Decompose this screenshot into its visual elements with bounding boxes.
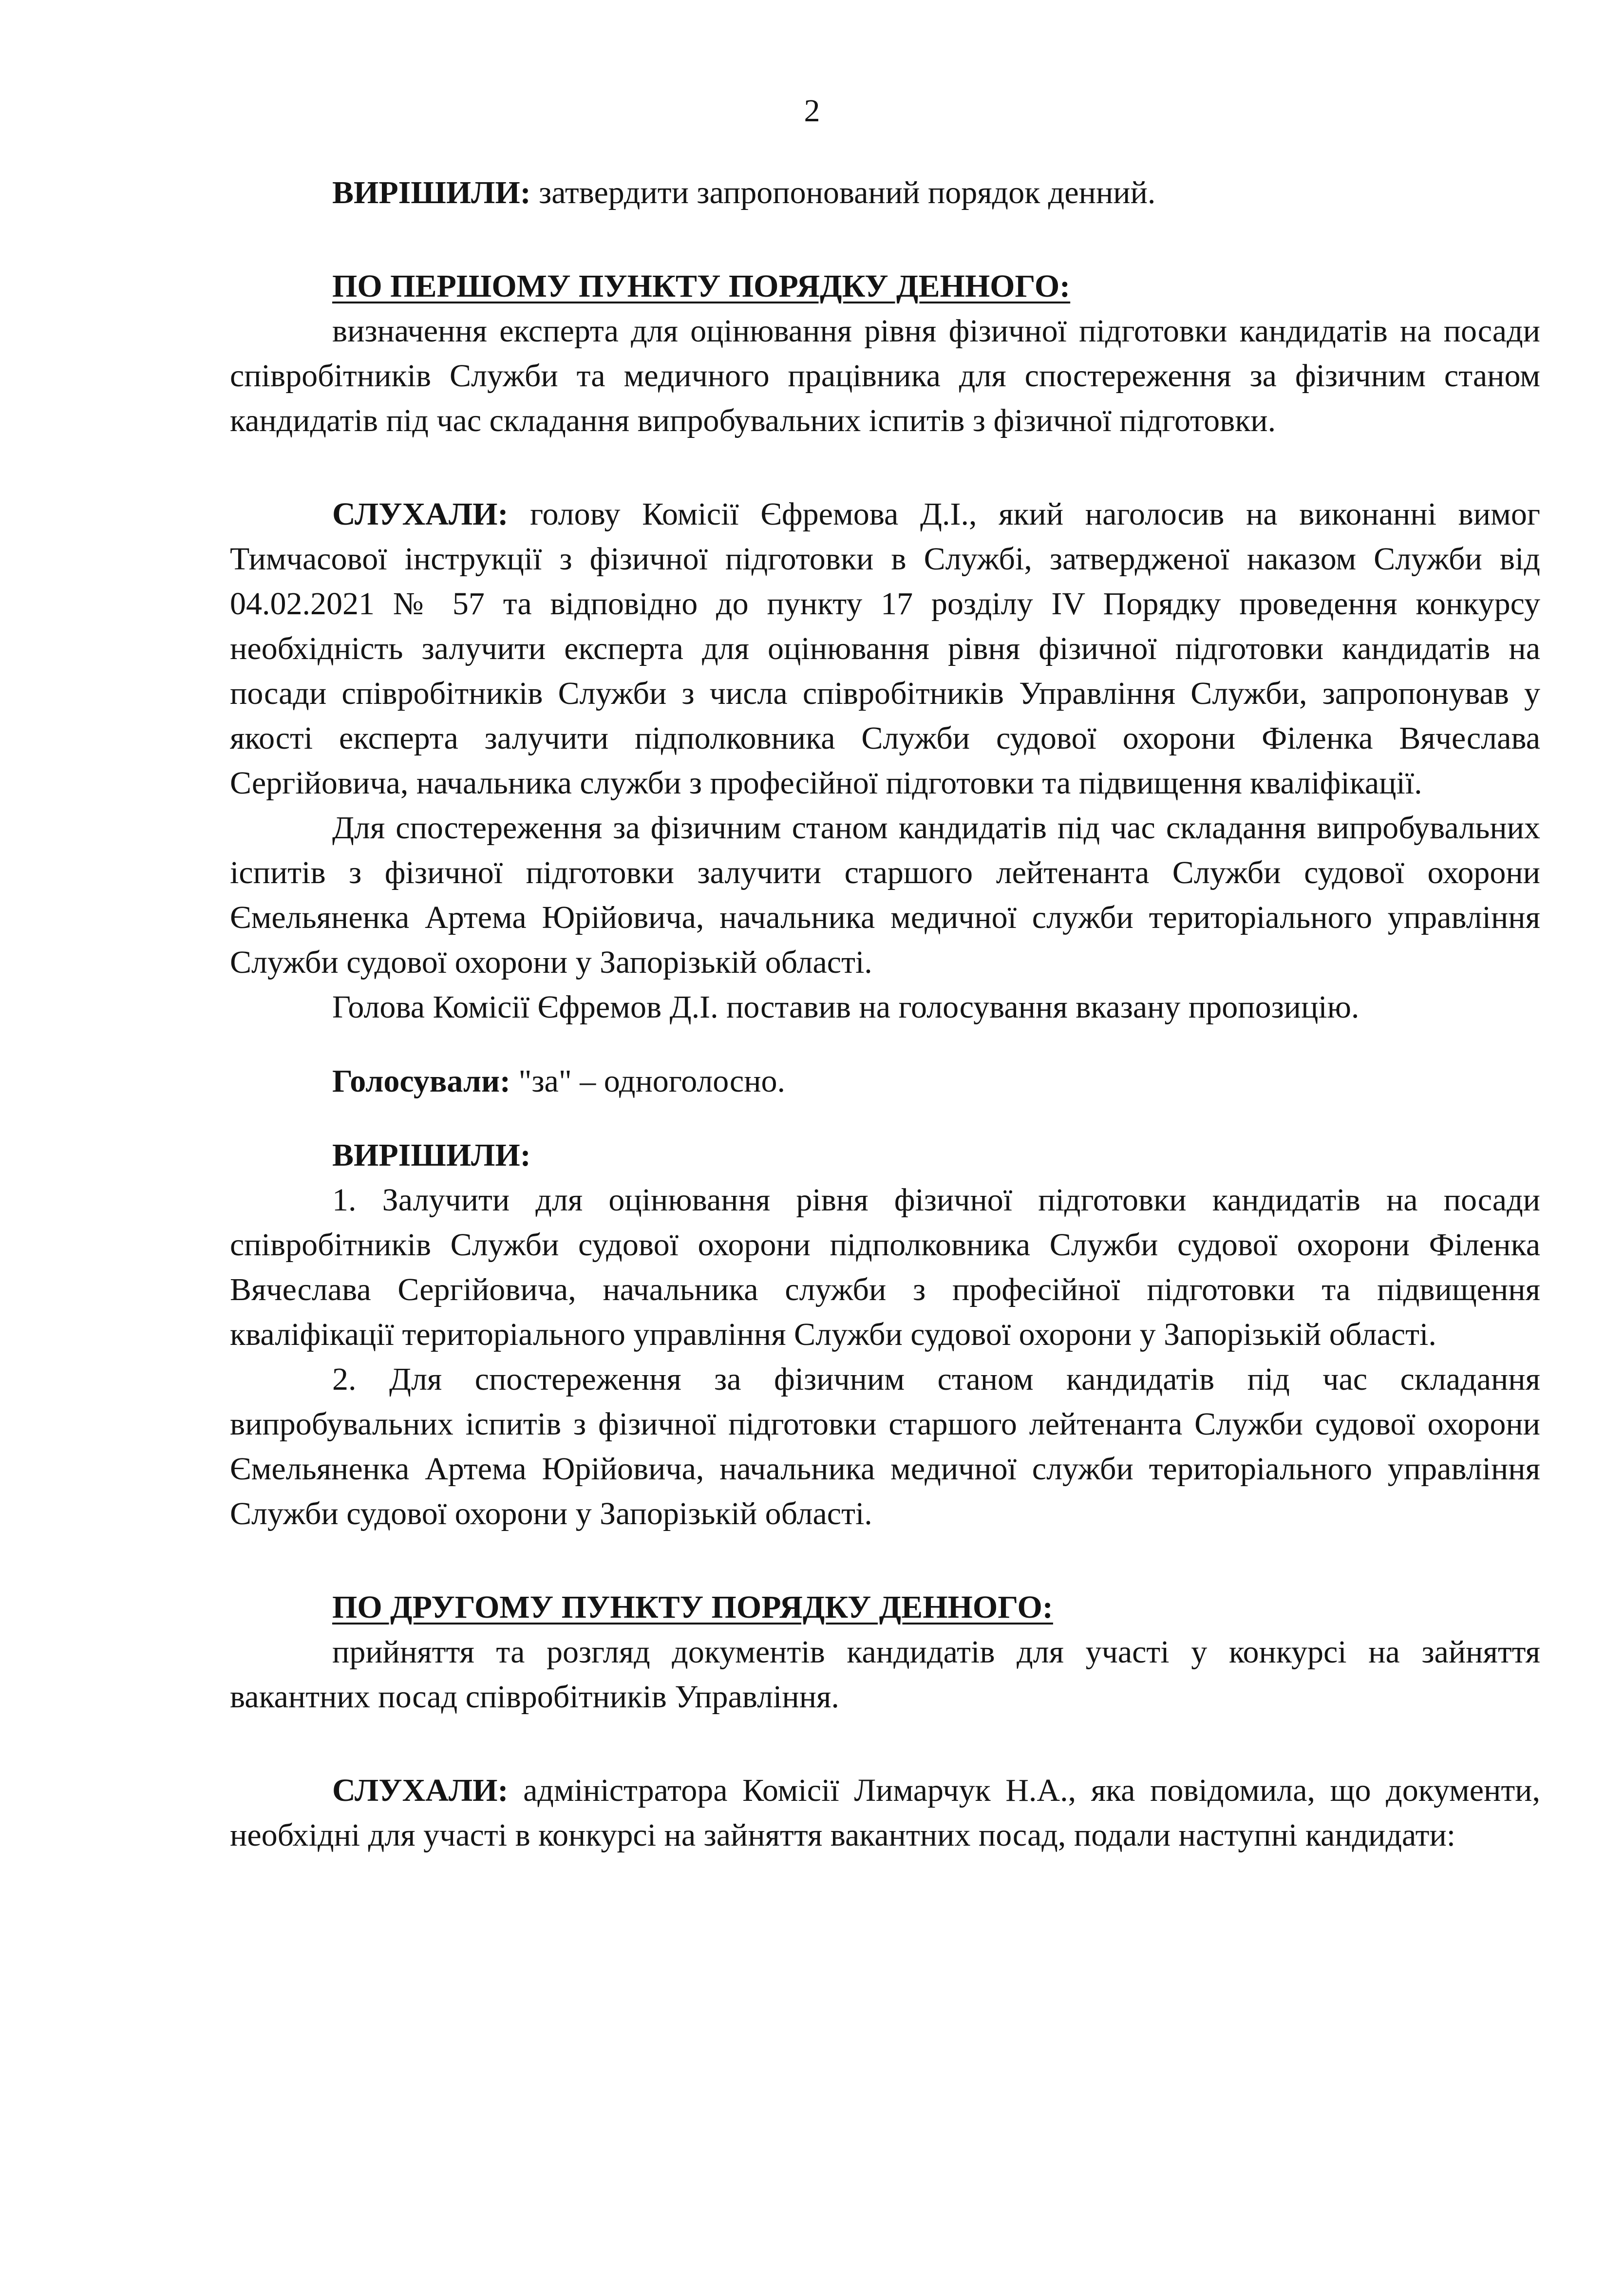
agenda-item-1-heading: ПО ПЕРШОМУ ПУНКТУ ПОРЯДКУ ДЕННОГО: [332,268,1071,304]
decision-item-1: 1. Залучити для оцінювання рівня фізичної підготовки кандидатів на посади співробітників Служби судової охорони підполковника Служби судової охорони Філенка Вячеслава Сергійовича, начальника служби з професійної підготовки та підвищення кваліфікації територіального управління Служби судової охорони у Запорізькій області. [230,1182,1540,1352]
voted-text: "за" – одноголосно. [510,1063,786,1099]
heard-text: голову Комісії Єфремова Д.І., який наголосив на виконанні вимог Тимчасової інструкції з фізичної підготовки в Службі, затвердженої наказом Служби від 04.02.2021 № 57 та відповідно до пункту 17 розділу IV Порядку проведення конкурсу необхідність залучити експерта для оцінювання рівня фізичної підготовки кандидатів на посади співробітників Служби з числа співробітників Управління Служби, запропонував у якості експерта залучити підполковника Служби судової охорони Філенка Вячеслава Сергійовича, начальника служби з професійної підготовки та підвищення кваліфікації. [230,496,1540,801]
vote-proposal-paragraph: Голова Комісії Єфремов Д.І. поставив на голосування вказану пропозицію. [332,989,1360,1025]
heard-label: СЛУХАЛИ: [332,496,509,532]
heard-text-2: адміністратора Комісії Лимарчук Н.А., яка повідомила, що документи, необхідні для участі в конкурсі на зайняття вакантних посад, подали наступні кандидати: [230,1773,1540,1853]
decided-heading [230,1133,1540,1178]
vote-result [230,1059,1540,1104]
heard-paragraph-2 [230,1768,1540,1858]
document-body [230,170,1540,1858]
decided-text: затвердити запропонований порядок денний. [530,175,1156,210]
decided-label-2: ВИРІШИЛИ: [332,1137,531,1173]
decision-item-2: 2. Для спостереження за фізичним станом кандидатів під час складання випробувальних іспитів з фізичної підготовки старшого лейтенанта Служби судової охорони Ємельяненка Артема Юрійовича, начальника медичної служби територіального управління Служби судової охорони у Запорізькій області. [230,1361,1540,1531]
heard-label-2: СЛУХАЛИ: [332,1773,509,1808]
decided-label: ВИРІШИЛИ: [332,175,531,210]
agenda-item-2-text: прийняття та розгляд документів кандидатів для участі у конкурсі на зайняття вакантних посад співробітників Управління. [230,1634,1540,1715]
heard-paragraph-1 [230,492,1540,806]
agenda-item-2-heading: ПО ДРУГОМУ ПУНКТУ ПОРЯДКУ ДЕННОГО: [332,1589,1053,1625]
page-number: 2 [804,93,820,129]
medical-observer-paragraph: Для спостереження за фізичним станом кандидатів під час складання випробувальних іспитів з фізичної підготовки залучити старшого лейтенанта Служби судової охорони Ємельяненка Артема Юрійовича, начальника медичної служби територіального управління Служби судової охорони у Запорізькій області. [230,810,1540,980]
decision-agenda-approval [230,170,1540,215]
voted-label: Голосували: [332,1063,511,1099]
agenda-item-1-text: визначення експерта для оцінювання рівня фізичної підготовки кандидатів на посади співробітників Служби та медичного працівника для спостереження за фізичним станом кандидатів під час складання випробувальних іспитів з фізичної підготовки. [230,313,1540,438]
